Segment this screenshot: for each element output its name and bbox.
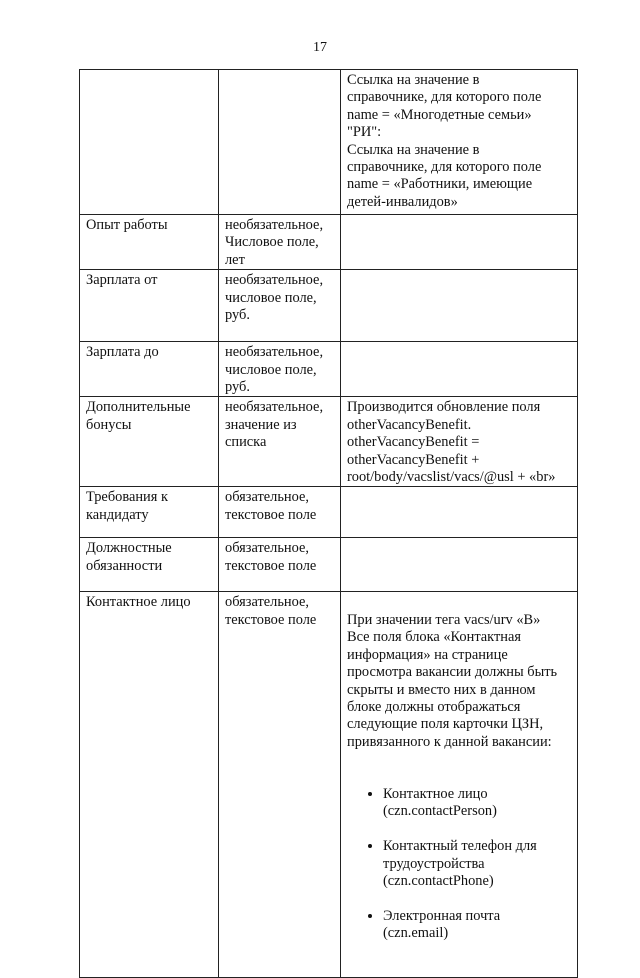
field-name-cell: Контактное лицо xyxy=(80,592,219,978)
field-note-cell: Ссылка на значение в справочнике, для которого поле name = «Многодетные семьи» "РИ": Ссылка на значение в справочнике, для которого поле name = «Работники, имеющие детей-инвалидов» xyxy=(341,70,578,215)
field-name-cell xyxy=(80,70,219,215)
table-row xyxy=(80,215,578,270)
table-row xyxy=(80,397,578,487)
table-row xyxy=(80,270,578,342)
field-name-cell: Должностные обязанности xyxy=(80,538,219,592)
field-name-cell: Опыт работы xyxy=(80,215,219,270)
table-row xyxy=(80,538,578,592)
table-row xyxy=(80,342,578,397)
table-row xyxy=(80,592,578,978)
contact-fields-list xyxy=(347,769,572,960)
field-note-cell xyxy=(341,487,578,538)
list-item: • Контактное лицо (czn.contactPerson) xyxy=(383,786,572,821)
field-note-cell xyxy=(341,592,578,978)
field-type-cell: обязательное, текстовое поле xyxy=(219,487,341,538)
field-note-cell: Производится обновление поля otherVacancyBenefit. otherVacancyBenefit = otherVacancyBenefit + root/body/vacslist/vacs/@usl + «br» xyxy=(341,397,578,487)
list-item: • Контактный телефон для трудоустройства (czn.contactPhone) xyxy=(383,838,572,890)
field-name-cell: Дополнительные бонусы xyxy=(80,397,219,487)
field-note-cell xyxy=(341,215,578,270)
field-type-cell: необязательное, числовое поле, руб. xyxy=(219,270,341,342)
field-note-cell xyxy=(341,270,578,342)
table-row xyxy=(80,487,578,538)
field-type-cell: обязательное, текстовое поле xyxy=(219,538,341,592)
field-type-cell xyxy=(219,70,341,215)
table-row xyxy=(80,70,578,215)
field-name-cell: Зарплата от xyxy=(80,270,219,342)
field-type-cell: обязательное, текстовое поле xyxy=(219,592,341,978)
field-note-cell xyxy=(341,538,578,592)
field-note-cell xyxy=(341,342,578,397)
contact-note-text: При значении тега vacs/urv «В» Все поля блока «Контактная информация» на странице просмотра вакансии должны быть скрыты и вместо них в данном блоке должны отображаться следующие поля карточки ЦЗН, привязанного к данной вакансии: xyxy=(347,611,558,750)
field-spec-table xyxy=(79,69,578,978)
page-number: 17 xyxy=(313,40,327,55)
field-name-cell: Требования к кандидату xyxy=(80,487,219,538)
field-type-cell: необязательное, числовое поле, руб. xyxy=(219,342,341,397)
list-item: • Электронная почта (czn.email) xyxy=(383,908,572,943)
field-type-cell: необязательное, значение из списка xyxy=(219,397,341,487)
field-type-cell: необязательное, Числовое поле, лет xyxy=(219,215,341,270)
field-name-cell: Зарплата до xyxy=(80,342,219,397)
